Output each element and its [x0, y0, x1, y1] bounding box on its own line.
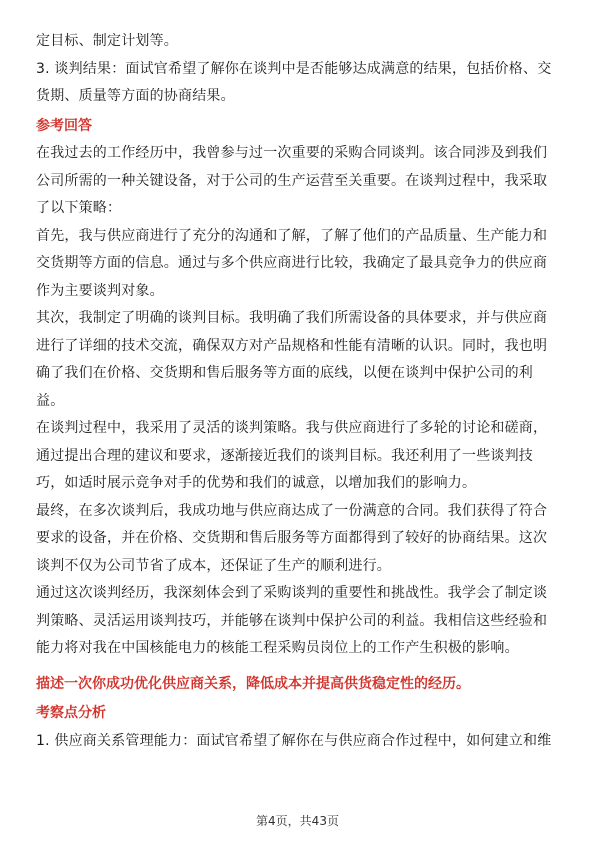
answer-heading: 参考回答 — [36, 117, 92, 134]
page-footer: 第4页，共43页 — [256, 814, 339, 828]
document-page — [36, 28, 560, 755]
answer-paragraph: 在我过去的工作经历中，我曾参与过一次重要的采购合同谈判。该合同涉及到我们公司所需的一种关键设备，对于公司的生产运营至关重要。在谈判过程中，我采取了以下策略： — [36, 145, 548, 216]
spacer — [36, 663, 560, 671]
answer-paragraph: 首先，我与供应商进行了充分的沟通和了解，了解了他们的产品质量、生产能力和交货期等方面的信息。通过与多个供应商进行比较，我确定了最具竞争力的供应商作为主要谈判对象。 — [36, 227, 548, 299]
analysis-paragraph: 1. 供应商关系管理能力：面试官希望了解你在与供应商合作过程中，如何建立和维 — [36, 732, 552, 749]
body-paragraph: 3. 谈判结果：面试官希望了解你在谈判中是否能够达成满意的结果，包括价格、交货期、质量等方面的协商结果。 — [36, 60, 552, 104]
analysis-heading: 考察点分析 — [36, 705, 106, 721]
answer-paragraph: 通过这次谈判经历，我深刻体会到了采购谈判的重要性和挑战性。我学会了制定谈判策略、灵活运用谈判技巧，并能够在谈判中保护公司的利益。我相信这些经验和能力将对我在中国核能电力的核能工程采购员岗位上的工作产生积极的影响。 — [36, 585, 548, 656]
body-paragraph: 定目标、制定计划等。 — [36, 33, 178, 49]
question-heading: 描述一次你成功优化供应商关系，降低成本并提高供货稳定性的经历。 — [36, 675, 470, 692]
answer-paragraph: 其次，我制定了明确的谈判目标。我明确了我们所需设备的具体要求，并与供应商进行了详细的技术交流，确保双方对产品规格和性能有清晰的认识。同时，我也明确了我们在价格、交货期和售后服务等方面的底线，以便在谈判中保护公司的利益。 — [36, 310, 548, 409]
answer-paragraph: 在谈判过程中，我采用了灵活的谈判策略。我与供应商进行了多轮的讨论和磋商，通过提出合理的建议和要求，逐渐接近我们的谈判目标。我还利用了一些谈判技巧，如适时展示竞争对手的优势和我们的诚意，以增加我们的影响力。 — [36, 420, 548, 491]
answer-paragraph: 最终，在多次谈判后，我成功地与供应商达成了一份满意的合同。我们获得了符合要求的设备，并在价格、交货期和售后服务等方面都得到了较好的协商结果。这次谈判不仅为公司节省了成本，还保证了生产的顺利进行。 — [36, 502, 548, 574]
